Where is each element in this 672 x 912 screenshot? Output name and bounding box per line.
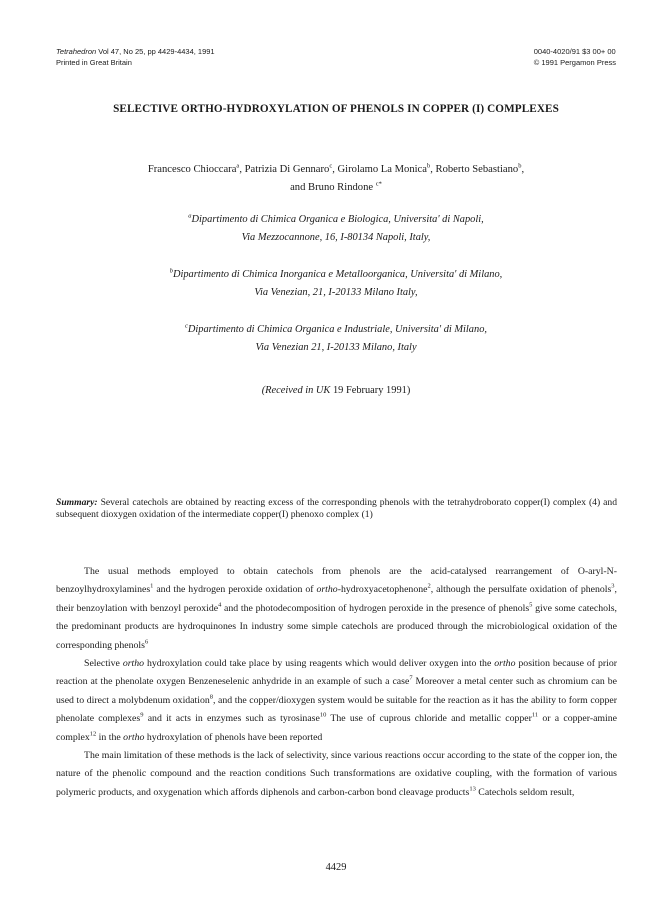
running-header-right bbox=[534, 46, 616, 68]
affiliation-mark: c bbox=[329, 162, 333, 170]
reference-mark: 3 bbox=[611, 583, 615, 591]
affiliation-b bbox=[40, 266, 632, 302]
copyright-notice: © 1991 Pergamon Press bbox=[533, 58, 616, 67]
affiliation-mark: b bbox=[518, 162, 522, 170]
reference-mark: 2 bbox=[427, 583, 431, 591]
author-list bbox=[40, 161, 632, 197]
affiliation-mark: a bbox=[236, 162, 240, 170]
reference-mark: 1 bbox=[150, 583, 154, 591]
reference-mark: 11 bbox=[531, 711, 539, 719]
journal-citation: Vol 47, No 25, pp 4429-4434, 1991 bbox=[96, 47, 215, 56]
summary-text: Several catechols are obtained by reacting excess of the corresponding phenols with the tetrahydroborato copper(I) complex (4) and subsequent dioxygen oxidation of the intermediate copper(I) phenoxo complex (1) bbox=[56, 497, 617, 520]
received-label: (Received in UK bbox=[261, 385, 331, 396]
reference-mark: 6 bbox=[144, 638, 149, 646]
reference-mark: 7 bbox=[409, 675, 413, 683]
affiliation-mark: c bbox=[185, 322, 188, 330]
author-line-1 bbox=[40, 161, 632, 179]
article-code: 0040-4020/91 $3 00+ 00 bbox=[533, 47, 616, 56]
reference-mark: 4 bbox=[218, 601, 222, 609]
author-name: , Roberto Sebastiano bbox=[430, 164, 519, 175]
affiliation-department: Dipartimento di Chimica Organica e Industriale, Universita' di Milano, bbox=[187, 324, 487, 335]
article-title: SELECTIVE ORTHO-HYDROXYLATION OF PHENOLS IN COPPER (I) COMPLEXES bbox=[113, 103, 559, 115]
reference-mark: 5 bbox=[529, 601, 533, 609]
reference-mark: 8 bbox=[209, 693, 214, 701]
affiliation-mark: a bbox=[188, 212, 192, 220]
summary-label: Summary: bbox=[56, 497, 98, 508]
affiliation-a bbox=[40, 211, 632, 247]
body-paragraph-1: The usual methods employed to obtain catechols from phenols are the acid-catalysed rearrangement of O-aryl-N-benzoylhydroxylamines$^1$ and the hydrogen peroxide oxidation of ortho-hydroxyacetophenone$^2$, although the persulfate oxidation of phenols$^3$, their benzoylation with benzoyl peroxide$^4$ and the photodecomposition of hydrogen peroxide in the presence of phenols$^5$ give some catechols, the predominant products are hydroquinones In industry some simple catechols are produced through the microbiological oxidation of the corresponding phenols$^6$ bbox=[56, 566, 617, 651]
body-paragraph-2: Selective ortho hydroxylation could take place by using reagents which would deliver oxygen into the ortho position because of prior reaction at the phenolate oxygen Benzeneselenic anhydride in an example of such a case$^7$ Moreover a metal center such as chromium can be used to direct a molybdenum oxidation$^8$, and the copper/dioxygen system would be suitable for the reaction as it has the ability to form copper phenolate complexes$^9$ and it acts in enzymes such as tyrosinase$^{10}$ The use of cuprous chloride and metallic copper$^{11}$ or a copper-amine complex$^{12}$ in the ortho hydroxylation of phenols have been reported bbox=[56, 658, 618, 743]
affiliation-department: Dipartimento di Chimica Organica e Biologica, Universita' di Napoli, bbox=[191, 214, 484, 225]
affiliation-department: Dipartimento di Chimica Inorganica e Metalloorganica, Universita' di Milano, bbox=[172, 269, 503, 280]
corresponding-author-mark: c* bbox=[375, 180, 382, 188]
author-name: Francesco Chioccara bbox=[147, 164, 237, 175]
running-header-left bbox=[56, 46, 215, 68]
author-name: , Patrizia Di Gennaro bbox=[239, 164, 330, 175]
received-date bbox=[40, 385, 632, 396]
received-value: 19 February 1991) bbox=[330, 385, 411, 396]
body-text bbox=[56, 563, 617, 802]
affiliation-address: Via Mezzocannone, 16, I-80134 Napoli, Italy, bbox=[241, 232, 431, 243]
author-name: and Bruno Rindone bbox=[290, 182, 376, 193]
author-separator: , bbox=[521, 164, 525, 175]
affiliation-mark: b bbox=[426, 162, 431, 170]
author-line-2 bbox=[40, 179, 632, 197]
reference-mark: 10 bbox=[319, 711, 327, 719]
printed-notice: Printed in Great Britain bbox=[56, 58, 132, 67]
summary-abstract bbox=[56, 497, 617, 520]
affiliation-address: Via Venezian, 21, I-20133 Milano Italy, bbox=[254, 287, 418, 298]
affiliation-c bbox=[40, 321, 632, 357]
reference-mark: 9 bbox=[140, 711, 144, 719]
body-paragraph-3: The main limitation of these methods is the lack of selectivity, since various reactions occur according to the state of the copper ion, the nature of the phenolic compound and the reaction conditions Such transformations are oxidative coupling, with the formation of various polymeric products, and oxygenation which affords diphenols and carbon-carbon bond cleavage products$^{13}$ Catechols seldom result, bbox=[56, 750, 617, 798]
journal-name: Tetrahedron bbox=[56, 47, 97, 56]
affiliation-mark: b bbox=[169, 267, 173, 275]
page-number: 4429 bbox=[325, 862, 347, 873]
author-name: , Girolamo La Monica bbox=[332, 164, 427, 175]
reference-mark: 12 bbox=[89, 730, 97, 738]
reference-mark: 13 bbox=[469, 785, 476, 793]
affiliation-address: Via Venezian 21, I-20133 Milano, Italy bbox=[255, 342, 417, 353]
